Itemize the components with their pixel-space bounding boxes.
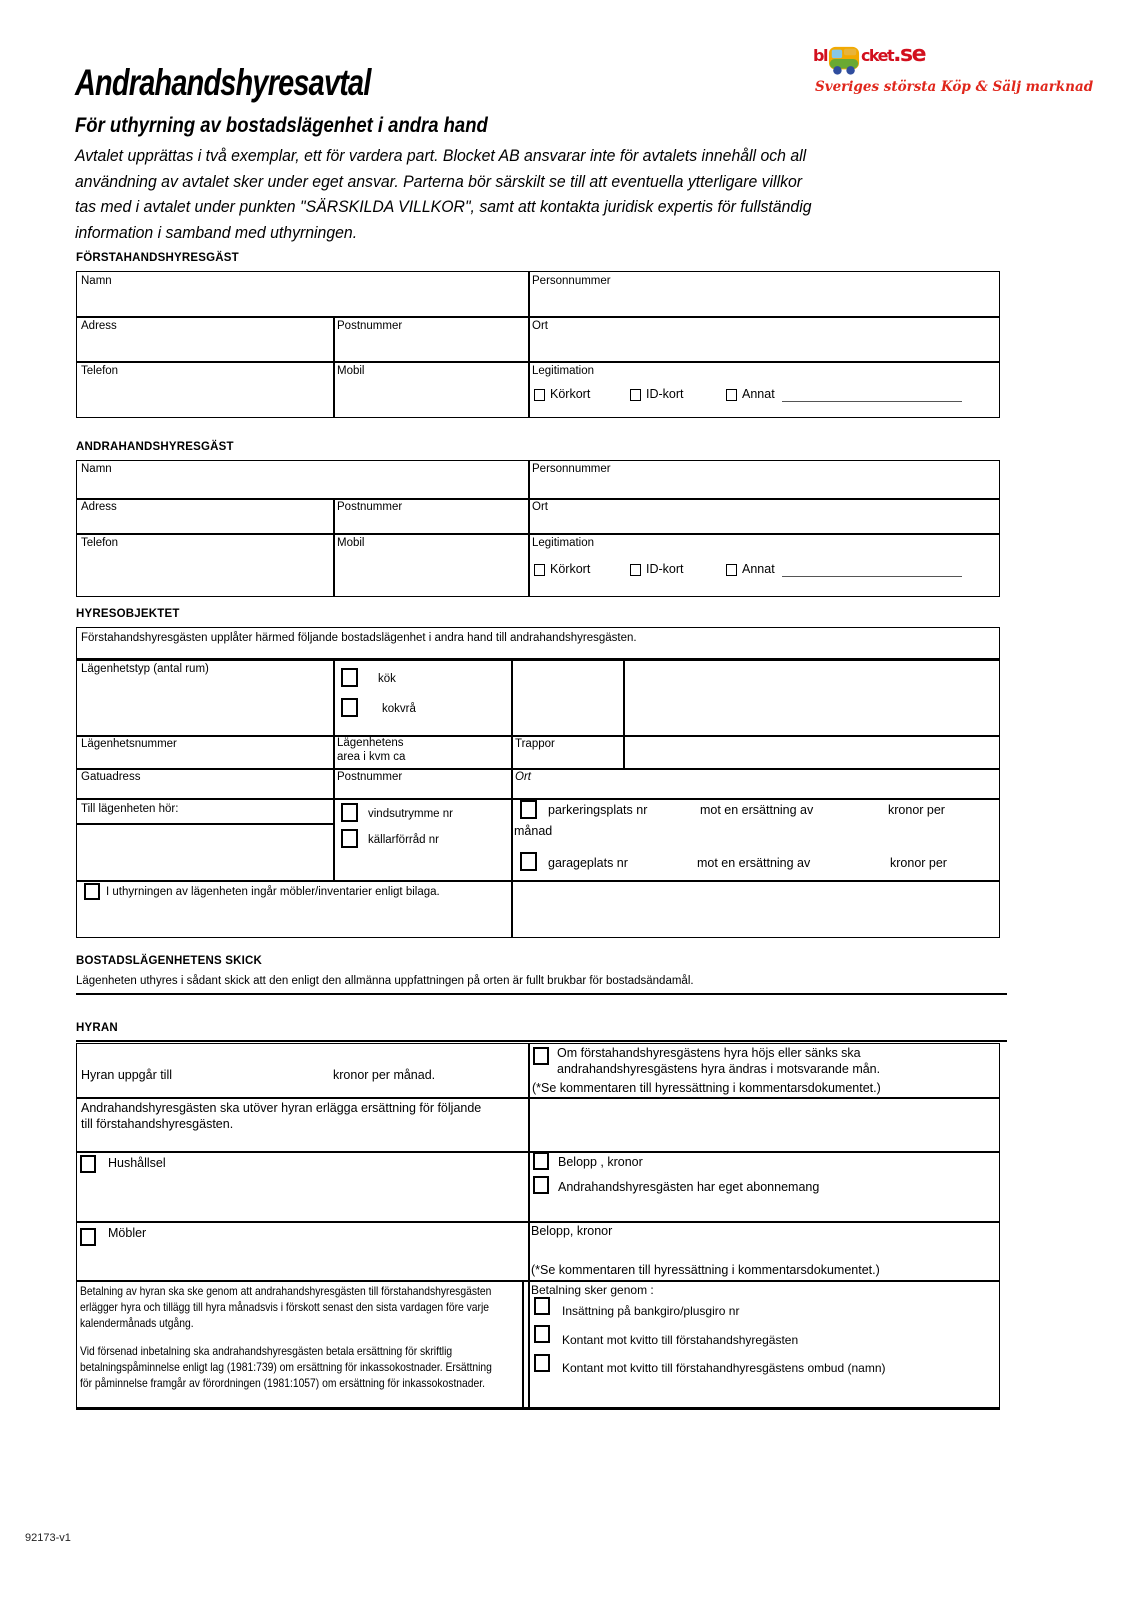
grid-line <box>511 737 513 768</box>
label-korkort-1: Körkort <box>550 387 591 401</box>
field-label-area-1: Lägenhetens <box>337 737 404 749</box>
payment-line: Betalning av hyran ska ske genom att andrahandshyresgästen till förstahandshyresgästen <box>80 1284 492 1298</box>
skick-text: Lägenheten uthyres i sådant skick att den enligt den allmänna uppfattningen på orten är fullt brukbar för bostadsändamål. <box>76 975 694 987</box>
hyresobjektet-intro: Förstahandshyresgästen upplåter härmed följande bostadslägenhet i andra hand till andrahandshyresgästen. <box>81 632 637 644</box>
form-version-number: 92173-v1 <box>25 1532 71 1544</box>
field-label-ort: Ort <box>532 501 548 513</box>
label-se-kommentaren-2: (*Se kommentaren till hyressättning i kommentarsdokumentet.) <box>531 1263 880 1277</box>
grid-line <box>528 1099 530 1151</box>
grid-line <box>333 800 335 880</box>
checkbox-hushallsel[interactable] <box>80 1155 96 1173</box>
label-betalning-sker-genom: Betalning sker genom : <box>531 1283 654 1297</box>
logo-part1: bl <box>813 46 827 65</box>
grid-line <box>528 500 530 533</box>
label-annat-1: Annat <box>742 387 775 401</box>
intro-line: tas med i avtalet under punkten "SÄRSKILDA VILLKOR", samt att kontakta juridisk expertis för fullständig <box>75 197 812 216</box>
field-label-trappor: Trappor <box>515 738 555 750</box>
label-kontant-forstahand: Kontant mot kvitto till förstahandshyregästen <box>562 1333 799 1347</box>
grid-line <box>333 661 335 735</box>
checkbox-kontant-ombud[interactable] <box>534 1354 550 1372</box>
field-label-lagenhetstyp: Lägenhetstyp (antal rum) <box>81 663 209 675</box>
label-mobler-bilaga: I uthyrningen av lägenheten ingår möbler/inventarier enligt bilaga. <box>106 886 440 898</box>
payment-line: betalningspåminnelse enligt lag (1981:739) om ersättning för inkassokostnader. Ersättning <box>80 1360 492 1374</box>
label-eget-abonnemang: Andrahandshyresgästen har eget abonnemang <box>558 1180 820 1194</box>
label-garageplats: garageplats nr <box>548 856 628 870</box>
grid-line <box>77 1280 999 1282</box>
label-kallarforrad: källarförråd nr <box>368 834 439 846</box>
field-label-adress: Adress <box>81 501 117 513</box>
payment-line: erlägger hyra och tillägg till hyra månadsvis i förskott senast den sista vardagen före varje <box>80 1300 489 1314</box>
label-idkort-2: ID-kort <box>646 562 684 576</box>
payment-line: Vid försenad inbetalning ska andrahandshyresgästen betala ersättning för skriftlig <box>80 1344 453 1358</box>
label-kontant-ombud: Kontant mot kvitto till förstahandhyresgästens ombud (namn) <box>562 1361 886 1375</box>
logo-tagline: Sveriges största Köp & Sälj marknad <box>815 79 1094 95</box>
intro-line: Avtalet upprättas i två exemplar, ett för vardera part. Blocket AB ansvarar inte för avtalets innehåll och all <box>75 146 807 165</box>
label-vindsutrymme: vindsutrymme nr <box>368 808 453 820</box>
section-title-forstahandshyresgast: FÖRSTAHANDSHYRESGÄST <box>76 252 239 264</box>
grid-line <box>623 737 625 768</box>
field-label-legitimation: Legitimation <box>532 365 595 377</box>
label-kok: kök <box>378 673 396 685</box>
grid-line <box>333 500 335 533</box>
label-manad: månad <box>514 824 553 838</box>
field-label-till-lagenheten-hor: Till lägenheten hör: <box>81 803 179 815</box>
grid-line <box>77 316 999 318</box>
grid-line <box>77 498 999 500</box>
grid-line <box>528 1223 530 1280</box>
section-title-andrahandshyresgast: ANDRAHANDSHYRESGÄST <box>76 441 234 453</box>
checkbox-parkeringsplats[interactable] <box>520 800 537 819</box>
field-label-gatuadress: Gatuadress <box>81 771 141 783</box>
annat-fill-line-2[interactable] <box>782 564 962 577</box>
field-label-telefon: Telefon <box>81 365 119 377</box>
checkbox-eget-abonnemang[interactable] <box>533 1176 549 1194</box>
field-label-mobil: Mobil <box>337 537 365 549</box>
paragraph-gap <box>80 1331 559 1343</box>
blocket-logo-text <box>813 44 1093 76</box>
label-parkeringsplats: parkeringsplats nr <box>548 803 648 817</box>
field-label-ort: Ort <box>532 320 548 332</box>
checkbox-vindsutrymme[interactable] <box>341 803 358 822</box>
grid-line <box>528 318 530 361</box>
label-bankgiro: Insättning på bankgiro/plusgiro nr <box>562 1304 740 1318</box>
label-hyran-uppgar-till: Hyran uppgår till <box>81 1068 173 1082</box>
grid-line <box>333 363 335 417</box>
checkbox-mobler-bilaga[interactable] <box>84 883 100 900</box>
section-rule <box>76 1040 1007 1042</box>
label-hushallsel: Hushållsel <box>108 1156 166 1170</box>
grid-line <box>528 535 530 596</box>
page-subtitle: För uthyrning av bostadslägenhet i andra hand <box>75 114 488 137</box>
grid-line <box>511 661 513 735</box>
grid-line <box>333 770 335 798</box>
grid-line <box>77 880 999 882</box>
grid-line <box>528 363 530 417</box>
checkbox-korkort-1[interactable] <box>534 389 545 401</box>
checkbox-idkort-2[interactable] <box>630 564 641 576</box>
logo-tld: .se <box>893 42 926 67</box>
grid-line <box>333 737 335 768</box>
payment-line: för påminnelse framgår av förordningen (1981:1057) om ersättning för inkassokostnader. <box>80 1376 486 1390</box>
checkbox-korkort-2[interactable] <box>534 564 545 576</box>
label-se-kommentaren-1: (*Se kommentaren till hyressättning i kommentarsdokumentet.) <box>532 1081 881 1095</box>
label-ersattning-foljande-2: till förstahandshyresgästen. <box>81 1117 234 1131</box>
checkbox-bankgiro[interactable] <box>534 1297 550 1315</box>
logo-part2: cket <box>860 46 894 65</box>
grid-line <box>511 882 513 937</box>
field-label-legitimation: Legitimation <box>532 537 595 549</box>
grid-line <box>528 1044 530 1097</box>
label-belopp-kronor-a: Belopp , kronor <box>558 1155 643 1169</box>
section-title-hyresobjektet: HYRESOBJEKTET <box>76 608 180 620</box>
intro-line: information i samband med uthyrningen. <box>75 222 358 242</box>
grid-line <box>528 1153 530 1221</box>
label-hyra-andras-1: Om förstahandshyresgästens hyra höjs eller sänks ska <box>557 1046 861 1060</box>
page-title: Andrahandshyresavtal <box>75 62 371 103</box>
checkbox-kallarforrad[interactable] <box>341 829 358 848</box>
grid-line <box>77 735 999 737</box>
field-label-lagenhetsnummer: Lägenhetsnummer <box>81 738 177 750</box>
checkbox-kokvra[interactable] <box>341 698 358 717</box>
grid-line <box>623 661 625 735</box>
field-label-mobil: Mobil <box>337 365 365 377</box>
intro-paragraph <box>75 146 867 248</box>
checkbox-kok[interactable] <box>341 668 358 687</box>
label-ersattning-2: mot en ersättning av <box>697 856 811 870</box>
label-hyra-andras-2: andrahandshyresgästens hyra ändras i motsvarande mån. <box>557 1062 881 1076</box>
field-label-namn: Namn <box>81 275 112 287</box>
checkbox-kontant-forstahand[interactable] <box>534 1325 550 1343</box>
grid-line <box>511 770 513 798</box>
label-annat-2: Annat <box>742 562 775 576</box>
checkbox-annat-1[interactable] <box>726 389 737 401</box>
blocket-truck-icon <box>828 44 860 76</box>
field-label-postnummer: Postnummer <box>337 771 403 783</box>
checkbox-belopp-el[interactable] <box>533 1152 549 1170</box>
label-kronor-per-1: kronor per <box>888 803 945 817</box>
grid-line <box>528 272 530 316</box>
grid-line <box>333 535 335 596</box>
grid-line <box>77 798 999 800</box>
section-rule <box>76 993 1007 995</box>
label-kronor-per-2: kronor per <box>890 856 947 870</box>
section-title-skick: BOSTADSLÄGENHETENS SKICK <box>76 955 263 967</box>
label-kokvra: kokvrå <box>382 703 416 715</box>
checkbox-annat-2[interactable] <box>726 564 737 576</box>
field-label-ort: Ort <box>515 771 531 783</box>
grid-line <box>77 1097 999 1099</box>
label-mobler: Möbler <box>108 1226 147 1240</box>
field-label-personnummer: Personnummer <box>532 275 611 287</box>
section-title-hyran: HYRAN <box>76 1022 118 1034</box>
grid-line <box>528 461 530 498</box>
grid-line <box>77 768 999 770</box>
field-label-personnummer: Personnummer <box>532 463 611 475</box>
checkbox-mobler[interactable] <box>80 1228 96 1246</box>
grid-line <box>77 823 333 825</box>
field-label-postnummer: Postnummer <box>337 320 403 332</box>
intro-line: användning av avtalet sker under eget ansvar. Parterna bör särskilt se till att eventuella ytterligare villkor <box>75 171 803 191</box>
grid-line <box>77 361 999 363</box>
payment-terms-paragraphs <box>80 1283 559 1391</box>
checkbox-hyra-andras[interactable] <box>533 1047 549 1065</box>
checkbox-idkort-1[interactable] <box>630 389 641 401</box>
grid-line <box>77 658 999 661</box>
checkbox-garageplats[interactable] <box>520 852 537 871</box>
grid-line <box>77 1221 999 1223</box>
payment-line: kalendermånads utgång. <box>80 1316 194 1330</box>
field-label-telefon: Telefon <box>81 537 119 549</box>
grid-line <box>511 800 513 880</box>
label-ersattning-1: mot en ersättning av <box>700 803 814 817</box>
grid-line <box>333 318 335 361</box>
field-label-adress: Adress <box>81 320 117 332</box>
annat-fill-line-1[interactable] <box>782 389 962 402</box>
label-kronor-per-manad: kronor per månad. <box>333 1068 436 1082</box>
label-idkort-1: ID-kort <box>646 387 684 401</box>
field-label-namn: Namn <box>81 463 112 475</box>
label-korkort-2: Körkort <box>550 562 591 576</box>
blocket-logo <box>813 44 1093 95</box>
label-belopp-kronor-b: Belopp, kronor <box>531 1224 613 1238</box>
label-ersattning-foljande-1: Andrahandshyresgästen ska utöver hyran erlägga ersättning för följande <box>81 1101 482 1115</box>
field-label-area-2: area i kvm ca <box>337 751 406 763</box>
grid-line <box>77 533 999 535</box>
field-label-postnummer: Postnummer <box>337 501 403 513</box>
